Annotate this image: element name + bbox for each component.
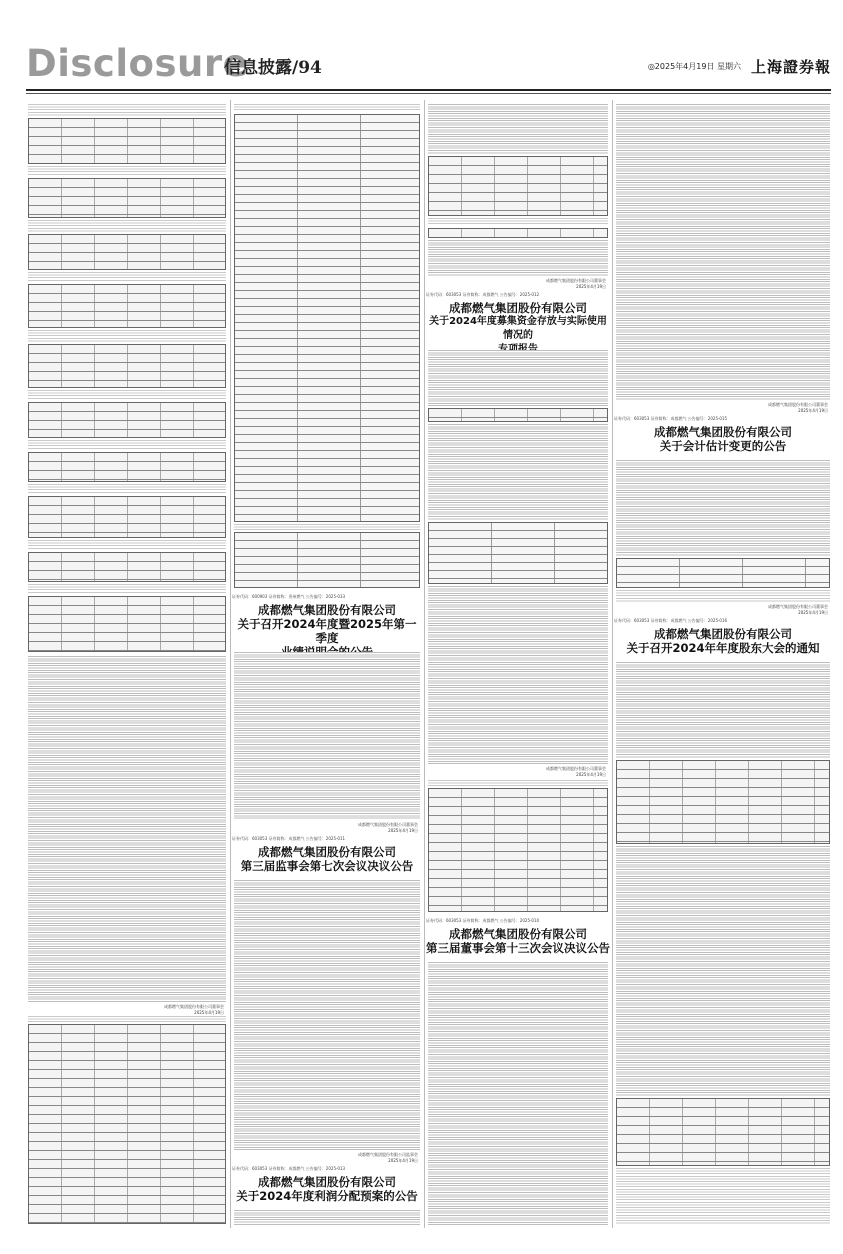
notice-company: 成都燃气集团股份有限公司	[654, 425, 792, 439]
column-1-text-d	[28, 330, 226, 342]
column-3-body-1	[428, 350, 608, 406]
notice-title-line: 关于2024年度募集资金存放与实际使用情况的	[429, 316, 607, 341]
column-2-body-1	[234, 652, 420, 820]
column-1-text-i	[28, 584, 226, 594]
notice-shareholder-meeting	[614, 618, 832, 655]
notice-title-line: 关于召开2024年年度股东大会的通知	[626, 641, 820, 655]
notice-company: 成都燃气集团股份有限公司	[258, 603, 396, 617]
column-4-table-1	[616, 558, 830, 588]
column-3-table-4	[428, 522, 608, 584]
notice-company: 成都燃气集团股份有限公司	[449, 301, 587, 315]
column-3-table-caption	[428, 780, 608, 786]
column-1-table-9	[28, 552, 226, 582]
column-4-signature-1: 成都燃气集团股份有限公司董事会 2025年4月19日	[768, 402, 828, 413]
column-2-table-1	[234, 114, 420, 522]
notice-supervisory-board	[232, 836, 422, 873]
column-4-body-5	[616, 1168, 830, 1224]
column-3-table-5	[428, 788, 608, 912]
notice-fund-usage	[426, 292, 610, 357]
notice-title-line: 关于召开2024年度暨2025年第一季度	[237, 617, 417, 645]
notice-title-line: 关于会计估计变更的公告	[659, 439, 787, 453]
column-3-signature-2: 成都燃气集团股份有限公司董事会 2025年4月19日	[546, 766, 606, 777]
notice-code: 证券代码：603053 证券简称：成都燃气 公告编号：2025-011	[232, 836, 346, 841]
column-4-body-2	[616, 460, 830, 556]
column-1-text-h	[28, 540, 226, 550]
notice-company: 成都燃气集团股份有限公司	[258, 1175, 396, 1189]
column-divider	[424, 100, 425, 1228]
column-1-table-2	[28, 178, 226, 218]
column-4-signature-2: 成都燃气集团股份有限公司董事会 2025年4月19日	[768, 604, 828, 615]
notice-title-line: 第三届董事会第十三次会议决议公告	[426, 941, 610, 955]
column-1-table-3	[28, 234, 226, 270]
notice-company: 成都燃气集团股份有限公司	[449, 927, 587, 941]
column-1-body-text	[28, 656, 226, 1002]
column-1-text-e	[28, 390, 226, 400]
column-4-table-3	[616, 1098, 830, 1166]
column-2-body-3	[234, 1210, 420, 1226]
notice-code: 证券代码：603053 证券简称：成都燃气 公告编号：2025-012	[426, 292, 540, 297]
column-1-text-f	[28, 440, 226, 450]
issue-date: ◎2025年4月19日 星期六	[647, 62, 741, 71]
column-2-signature-1: 成都燃气集团股份有限公司董事会 2025年4月19日	[358, 822, 418, 833]
column-3-table-3	[428, 408, 608, 422]
column-4-table-2	[616, 760, 830, 844]
column-3-table-2	[428, 228, 608, 238]
column-2-table-2	[234, 532, 420, 588]
newspaper-name: 上海證券報	[750, 58, 831, 76]
column-1-footnote	[28, 1016, 226, 1022]
column-3-table-1	[428, 156, 608, 216]
column-3-text-b	[428, 240, 608, 276]
notice-code: 证券代码：600903 证券简称：贵州燃气 公告编号：2025-033	[232, 594, 346, 599]
notice-code: 证券代码：603053 证券简称：成都燃气 公告编号：2025-010	[426, 918, 540, 923]
column-1-table-10	[28, 596, 226, 652]
column-4-body-4	[616, 846, 830, 1096]
column-3-text-top	[428, 104, 608, 154]
notice-code: 证券代码：603053 证券简称：成都燃气 公告编号：2025-013	[232, 1166, 346, 1171]
column-3-body-2	[428, 424, 608, 520]
masthead-rule	[26, 89, 831, 91]
section-title: 信息披露/94	[224, 58, 322, 78]
notice-company: 成都燃气集团股份有限公司	[654, 627, 792, 641]
column-4-body-1	[616, 104, 830, 400]
column-1-table-7	[28, 452, 226, 482]
column-1-signature: 成都燃气集团股份有限公司董事会 2025年4月19日	[164, 1004, 224, 1015]
column-1-text-a	[28, 166, 226, 176]
column-1-table-4	[28, 284, 226, 328]
column-divider	[230, 100, 231, 1228]
column-2-text-top	[234, 104, 420, 112]
notice-profit-distribution	[232, 1166, 422, 1203]
masthead-right	[648, 56, 831, 77]
notice-title-line: 关于2024年度利润分配预案的公告	[236, 1189, 418, 1203]
column-1-table-1	[28, 118, 226, 164]
column-3-body-4	[428, 962, 608, 1226]
column-2-body-2	[234, 880, 420, 1150]
section-logo: Disclosure	[26, 42, 249, 85]
column-4-text-a	[616, 590, 830, 602]
notice-board-meeting	[426, 918, 610, 955]
column-1-text-top	[28, 104, 226, 116]
masthead	[26, 44, 831, 90]
notice-earnings-call	[232, 594, 422, 659]
column-1-table-5	[28, 344, 226, 388]
column-1-table-11	[28, 1024, 226, 1224]
notice-accounting-change	[614, 416, 832, 453]
column-1-table-6	[28, 402, 226, 438]
column-1-text-g	[28, 484, 226, 494]
notice-company: 成都燃气集团股份有限公司	[258, 845, 396, 859]
column-divider	[612, 100, 613, 1228]
column-2-signature-2: 成都燃气集团股份有限公司监事会 2025年4月19日	[358, 1152, 418, 1163]
column-1-table-8	[28, 496, 226, 538]
column-1-text-c	[28, 272, 226, 282]
column-4-body-3	[616, 662, 830, 758]
column-2-text-a	[234, 524, 420, 530]
notice-code: 证券代码：603053 证券简称：成都燃气 公告编号：2025-015	[614, 416, 728, 421]
column-3-text-a	[428, 218, 608, 226]
column-1-text-b	[28, 220, 226, 232]
column-3-body-3	[428, 586, 608, 764]
column-3-signature-1: 成都燃气集团股份有限公司董事会 2025年4月19日	[546, 278, 606, 289]
masthead-rule-thin	[26, 93, 831, 94]
notice-title-line: 第三届监事会第七次会议决议公告	[240, 859, 414, 873]
notice-code: 证券代码：603053 证券简称：成都燃气 公告编号：2025-016	[614, 618, 728, 623]
